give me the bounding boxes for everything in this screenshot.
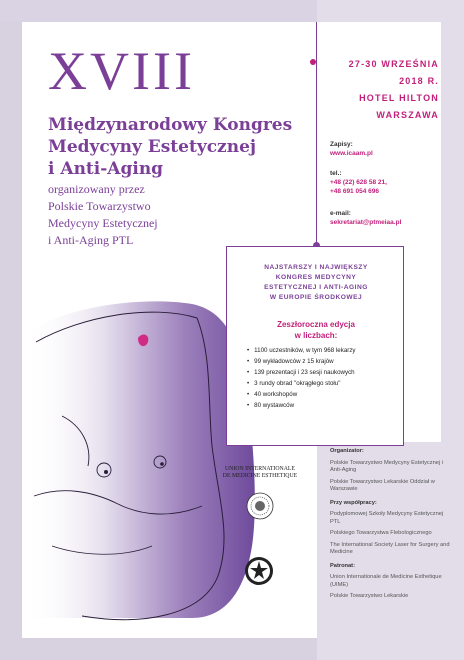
congress-title — [48, 114, 308, 180]
headline-line: NAJSTARSZY I NAJWIĘKSZY — [264, 264, 368, 271]
stats-panel — [226, 246, 404, 446]
list-item: • 99 wykładowców z 15 krajów — [247, 356, 405, 367]
event-dates: 27-30 WRZEŚNIA — [348, 59, 439, 69]
phone-number-1[interactable]: +48 (22) 628 58 21, — [330, 179, 387, 186]
organized-line: organizowany przez — [48, 182, 145, 196]
cooperation-item: Polskiego Towarzystwa Flebologicznego — [330, 530, 432, 536]
organized-line: Medycyny Estetycznej — [48, 216, 158, 230]
divider-line — [316, 22, 317, 246]
organized-line: i Anti-Aging PTL — [48, 233, 134, 247]
subtitle-line: w liczbach: — [294, 331, 338, 340]
ptl-emblem-icon — [244, 556, 274, 586]
phone-info — [330, 169, 387, 196]
title-line: Medycyny Estetycznej — [48, 137, 257, 157]
patronage-label: Patronat: — [330, 562, 355, 569]
cooperation-label: Przy współpracy: — [330, 499, 377, 506]
list-item: • 3 rundy obrad "okrągłego stołu" — [247, 378, 405, 389]
registration-label: Zapisy: — [330, 141, 353, 148]
list-item: • 80 wystawców — [247, 400, 405, 411]
email-info — [330, 209, 401, 227]
cooperation-item: The International Society Laser for Surgery and Medicine — [330, 541, 450, 555]
title-line: Międzynarodowy Kongres — [48, 115, 293, 135]
event-city: WARSZAWA — [376, 110, 439, 120]
stats-headline — [227, 263, 405, 303]
headline-line: KONGRES MEDYCYNY — [275, 274, 357, 281]
list-item: • 40 workshopów — [247, 389, 405, 400]
list-item: • 139 prezentacji i 23 sesji naukowych — [247, 367, 405, 378]
email-link[interactable]: sekretariat@ptmeiaa.pl — [330, 219, 402, 226]
event-details — [327, 56, 439, 124]
uime-line-1: UNION INTERNATIONALE — [224, 466, 296, 472]
headline-line: ESTETYCZNEJ I ANTI-AGING — [264, 284, 368, 291]
organizer-item: Polskie Towarzystwo Lekarskie Oddział w Warszawie — [330, 478, 435, 492]
phone-label: tel.: — [330, 170, 342, 177]
partners-block — [330, 448, 450, 601]
event-year: 2018 R. — [399, 76, 439, 86]
uime-seal-icon — [246, 492, 274, 520]
organizer-label: Organizator: — [330, 448, 364, 454]
stats-list — [247, 345, 405, 411]
organized-line: Polskie Towarzystwo — [48, 199, 151, 213]
patron-item: Polskie Towarzystwo Lekarskie — [330, 593, 409, 599]
patron-item: Union Internationale de Medicine Esthetique (UIME) — [330, 574, 442, 588]
registration-link[interactable]: www.icaam.pl — [330, 150, 373, 157]
uime-line-2: DE MEDICINE ESTHETIQUE — [222, 473, 298, 479]
title-line: i Anti-Aging — [48, 159, 164, 179]
registration-info — [330, 140, 373, 158]
subtitle-line: Zeszłoroczna edycja — [277, 320, 355, 329]
organizer-statement — [48, 181, 288, 249]
uime-logo-text — [220, 466, 300, 480]
headline-line: W EUROPIE ŚRODKOWEJ — [269, 294, 363, 301]
stats-subtitle — [227, 319, 405, 341]
phone-number-2[interactable]: +48 691 054 696 — [330, 188, 379, 195]
event-venue: HOTEL HILTON — [359, 93, 439, 103]
organizer-item: Polskie Towarzystwo Medycyny Estetycznej i Anti-Aging — [330, 459, 444, 473]
list-item: • 1100 uczestników, w tym 968 lekarzy — [247, 345, 405, 356]
email-label: e-mail: — [330, 210, 351, 217]
edition-number: XVIII — [48, 41, 195, 101]
cooperation-item: Podyplomowej Szkoły Medycyny Estetycznej PTL — [330, 511, 444, 525]
